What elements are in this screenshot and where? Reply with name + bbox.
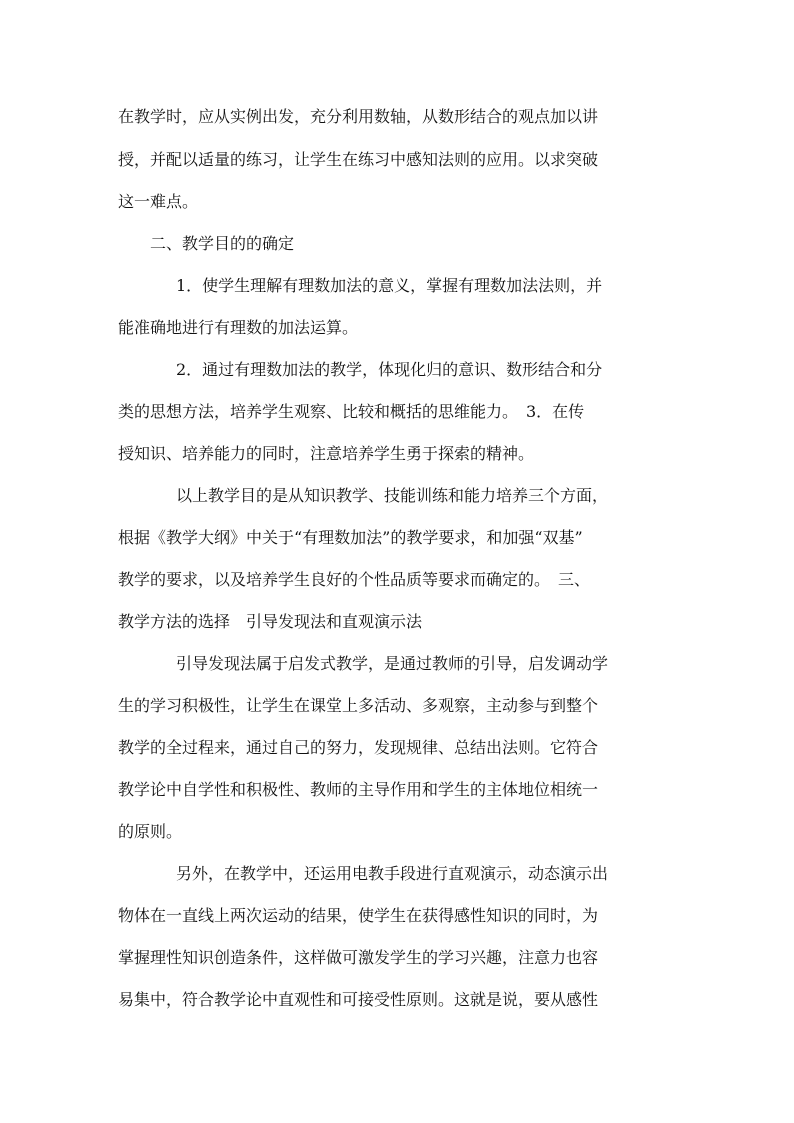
text-line: 掌握理性知识创造条件，这样做可激发学生的学习兴趣，注意力也容: [118, 948, 599, 967]
text-line: 另外，在教学中，还运用电教手段进行直观演示，动态演示出: [176, 864, 609, 883]
text-line: 教学的全过程来，通过自己的努力，发现规律、总结出法则。它符合: [118, 738, 599, 757]
text-line: 教学方法的选择 引导发现法和直观演示法: [118, 612, 423, 631]
text-line: 类的思想方法，培养学生观察、比较和概括的思维能力。 3．在传: [118, 402, 585, 421]
text-line: 物体在一直线上两次运动的结果，使学生在获得感性知识的同时，为: [118, 906, 599, 925]
text-line: 这一难点。: [118, 192, 199, 211]
text-line: 授，并配以适量的练习，让学生在练习中感知法则的应用。以求突破: [118, 150, 599, 169]
text-line: 根据《教学大纲》中关于“有理数加法”的教学要求，和加强“双基”: [118, 528, 583, 547]
section-heading: 二、教学目的的确定: [150, 234, 295, 253]
text-line: 生的学习积极性，让学生在课堂上多活动、多观察，主动参与到整个: [118, 696, 599, 715]
text-line: 1．使学生理解有理数加法的意义，掌握有理数加法法则，并: [176, 276, 603, 295]
text-line: 在教学时，应从实例出发，充分利用数轴，从数形结合的观点加以讲: [118, 107, 599, 126]
text-line: 能准确地进行有理数的加法运算。: [118, 318, 359, 337]
text-line: 授知识、培养能力的同时，注意培养学生勇于探索的精神。: [118, 444, 535, 463]
text-line: 易集中，符合教学论中直观性和可接受性原则。这就是说，要从感性: [118, 990, 599, 1009]
text-line: 教学论中自学性和积极性、教师的主导作用和学生的主体地位相统一: [118, 780, 599, 799]
text-line: 的原则。: [118, 822, 183, 841]
text-line: 以上教学目的是从知识教学、技能训练和能力培养三个方面，: [176, 486, 609, 505]
text-line: 教学的要求，以及培养学生良好的个性品质等要求而确定的。 三、: [118, 570, 591, 589]
text-line: 引导发现法属于启发式教学，是通过教师的引导，启发调动学: [176, 654, 609, 673]
text-line: 2．通过有理数加法的教学，体现化归的意识、数形结合和分: [176, 360, 603, 379]
